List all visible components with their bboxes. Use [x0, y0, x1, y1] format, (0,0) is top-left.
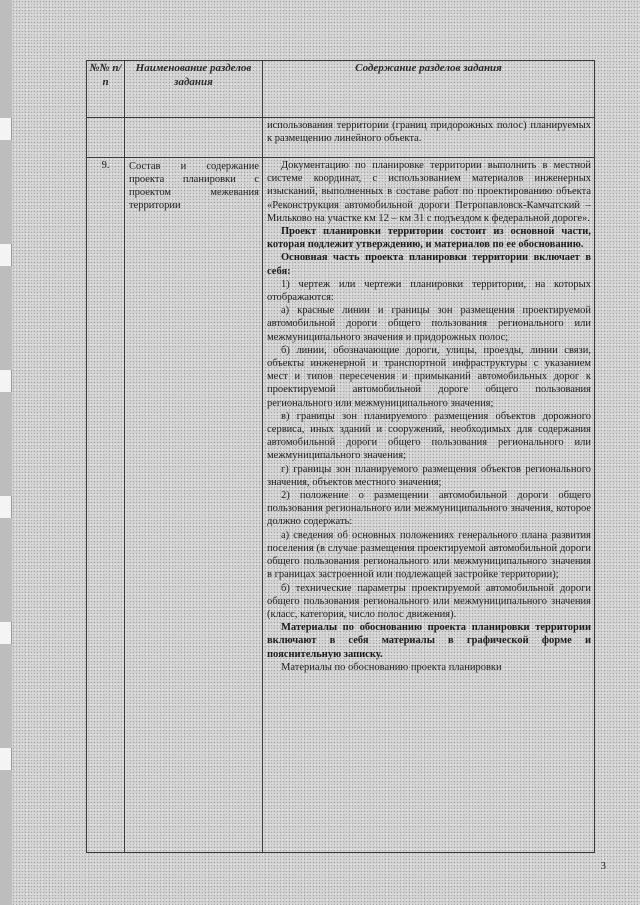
paragraph: б) линии, обозначающие дороги, улицы, проезды, линии связи, объекты инженерной и транспортной инфраструктуры с указанием мест и типов пересечения и примыканий автомобильных дорог к проектируемой автомобильной дороге общего пользования регионального или межмуниципального значения; [267, 344, 591, 409]
paragraph: Документацию по планировке территории выполнить в местной системе координат, с использованием материалов инженерных изысканий, выполненных в составе работ по проектированию объекта «Реконструкция автомобильной дороги Петропавловск-Камчатский – Мильково на участке км 12 – км 31 с подъездом к федеральной дороге». [267, 160, 591, 224]
cell-empty [87, 118, 125, 158]
paragraph: в) границы зон планируемого размещения объектов дорожного сервиса, иных зданий и сооружений, необходимых для содержания автомобильной дороги общего пользования регионального или межмуниципального значения; [267, 410, 591, 462]
paragraph: г) границы зон планируемого размещения объектов регионального значения, объектов местного значения; [267, 463, 591, 488]
binding-mark [0, 370, 12, 392]
binding-mark [0, 748, 12, 770]
binding-mark [0, 622, 12, 644]
header-section-name: Наименование разделов задания [125, 61, 263, 118]
paragraph: Материалы по обоснованию проекта планировки [281, 661, 502, 673]
binding-mark [0, 496, 12, 518]
paragraph: Материалы по обоснованию проекта планировки территории включают в себя материалы в графической форме и пояснительную записку. [267, 622, 591, 660]
task-sections-table [86, 60, 595, 853]
table-header-row [87, 61, 595, 118]
header-number: №№ п/п [87, 61, 125, 118]
continuation-text: использования территории (границ придорожных полос) планируемых к размещению линейного объекта. [263, 118, 595, 158]
paragraph: Проект планировки территории состоит из основной части, которая подлежит утверждению, и материалов по ее обоснованию. [267, 226, 591, 251]
page-left-edge [0, 0, 12, 905]
cell-empty [125, 118, 263, 158]
paragraph: 1) чертеж или чертежи планировки территории, на которых отображаются: [267, 278, 591, 304]
page-number: 3 [600, 860, 606, 872]
document-page [12, 26, 630, 896]
paragraph: 2) положение о размещении автомобильной дороги общего пользования регионального или межмуниципального значения, которое должно содержать: [267, 490, 591, 528]
paragraph: а) сведения об основных положениях генерального плана развития поселения (в случае размещения проектируемой автомобильной дороги общего пользования регионального или межмуниципального значения в границах застроенной или подлежащей застройке территории); [267, 529, 591, 581]
paragraph: а) красные линии и границы зон размещения проектируемой автомобильной дороги общего пользования регионального или межмуниципального значения и придорожных полос; [267, 305, 591, 343]
binding-mark [0, 244, 12, 266]
paragraph: Основная часть проекта планировки территории включает в себя: [267, 252, 591, 277]
paragraph: б) технические параметры проектируемой автомобильной дороги общего пользования регионального или межмуниципального значения (класс, категория, число полос движения). [267, 582, 591, 620]
binding-mark [0, 118, 12, 140]
table-row [87, 158, 595, 853]
row-section-content [263, 158, 595, 853]
row-section-name: Состав и содержание проекта планировки с проектом межевания территории [125, 158, 263, 853]
header-section-content: Содержание разделов задания [263, 61, 595, 118]
row-number: 9. [87, 158, 125, 853]
table-row [87, 118, 595, 158]
